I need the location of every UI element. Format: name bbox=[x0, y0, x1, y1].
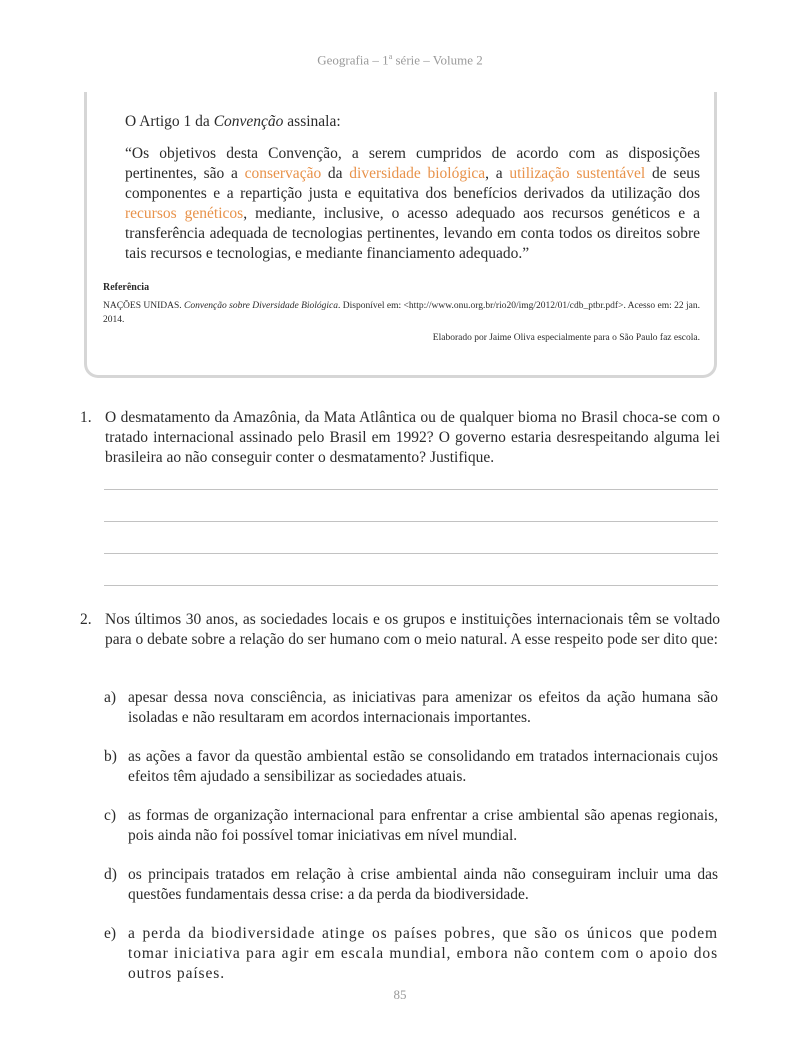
answer-line[interactable] bbox=[104, 489, 718, 490]
question-text: Nos últimos 30 anos, as sociedades locais e os grupos e instituições internacionais têm se voltado para o debate sobre a relação do ser humano com o meio natural. A esse respeito pode ser dito que: bbox=[105, 611, 720, 648]
option-letter: e) bbox=[104, 925, 117, 942]
answer-line[interactable] bbox=[104, 521, 718, 522]
answer-line[interactable] bbox=[104, 585, 718, 586]
convention-box bbox=[84, 92, 717, 378]
quote-part: da bbox=[321, 165, 350, 182]
option-letter: a) bbox=[104, 689, 117, 706]
intro-prefix: O Artigo 1 da bbox=[125, 113, 214, 130]
page-number: 85 bbox=[393, 987, 407, 1002]
quote-part: “Os objetivos desta Convenção, a serem cumpridos de acordo com as disposições pertinentes, são a bbox=[125, 145, 700, 182]
question-2 bbox=[80, 610, 720, 650]
header-sup: a bbox=[388, 52, 393, 61]
answer-line[interactable] bbox=[104, 553, 718, 554]
option-text: as formas de organização internacional para enfrentar a crise ambiental são apenas regionais, pois ainda não foi possível tomar iniciativas em nível mundial. bbox=[128, 807, 718, 844]
option-text: as ações a favor da questão ambiental estão se consolidando em tratados internacionais cujos efeitos têm ajudado a sensibilizar as sociedades atuais. bbox=[128, 748, 718, 785]
running-header bbox=[0, 52, 800, 68]
reference-title: Referência bbox=[103, 282, 150, 293]
reference-credit: Elaborado por Jaime Oliva especialmente para o São Paulo faz escola. bbox=[432, 333, 700, 343]
option-letter: b) bbox=[104, 748, 117, 765]
box-intro bbox=[125, 112, 700, 132]
question-number: 2. bbox=[80, 611, 92, 628]
quote-part: de seus componentes e a repartição justa e equitativa dos benefícios derivados da utilização dos bbox=[125, 165, 700, 202]
intro-italic: Convenção bbox=[213, 113, 284, 130]
reference-author: NAÇÕES UNIDAS. bbox=[103, 301, 185, 311]
question-1 bbox=[80, 408, 720, 468]
option-text: a perda da biodiversidade atinge os países pobres, que são os únicos que podem tomar iniciativa para agir em escala mundial, embora não contem com o apoio dos outros países. bbox=[128, 925, 718, 982]
reference-work: Convenção sobre Diversidade Biológica bbox=[184, 301, 339, 311]
option-letter: c) bbox=[104, 807, 117, 824]
question-text: O desmatamento da Amazônia, da Mata Atlântica ou de qualquer bioma no Brasil choca-se com o tratado internacional assinado pelo Brasil em 1992? O governo estaria desrespeitando alguma lei brasileira ao não conseguir conter o desmatamento? Justifique. bbox=[105, 409, 720, 466]
highlight-term: conservação bbox=[244, 165, 322, 182]
highlight-term: utilização sustentável bbox=[509, 165, 646, 182]
option-b[interactable] bbox=[104, 747, 718, 787]
highlight-term: diversidade biológica bbox=[349, 165, 486, 182]
header-right: série – Volume 2 bbox=[392, 52, 483, 68]
intro-suffix: assinala: bbox=[283, 113, 341, 130]
reference-rest: . Disponível em: <http://www.onu.org.br/rio20/img/2012/01/cdb_ptbr.pdf>. Acesso em: 22 jan. 2014. bbox=[103, 301, 700, 325]
option-a[interactable] bbox=[104, 688, 718, 728]
quote-part: , mediante, inclusive, o acesso adequado aos recursos genéticos e a transferência adequada de tecnologias pertinentes, levando em conta todos os direitos sobre tais recursos e tecnologias, e mediante financiamento adequado.” bbox=[125, 205, 700, 262]
header-left: Geografia – 1 bbox=[317, 52, 389, 68]
reference-text bbox=[103, 299, 700, 327]
convention-quote bbox=[125, 144, 700, 264]
option-c[interactable] bbox=[104, 806, 718, 846]
option-text: os principais tratados em relação à crise ambiental ainda não conseguiram incluir uma das questões fundamentais dessa crise: a da perda da biodiversidade. bbox=[128, 866, 718, 903]
quote-part: , a bbox=[485, 165, 510, 182]
option-text: apesar dessa nova consciência, as iniciativas para amenizar os efeitos da ação humana são isoladas e não resultaram em acordos internacionais importantes. bbox=[128, 689, 718, 726]
highlight-term: recursos genéticos bbox=[125, 205, 244, 222]
option-e[interactable] bbox=[104, 924, 718, 984]
question-number: 1. bbox=[80, 409, 92, 426]
option-letter: d) bbox=[104, 866, 117, 883]
option-d[interactable] bbox=[104, 865, 718, 905]
